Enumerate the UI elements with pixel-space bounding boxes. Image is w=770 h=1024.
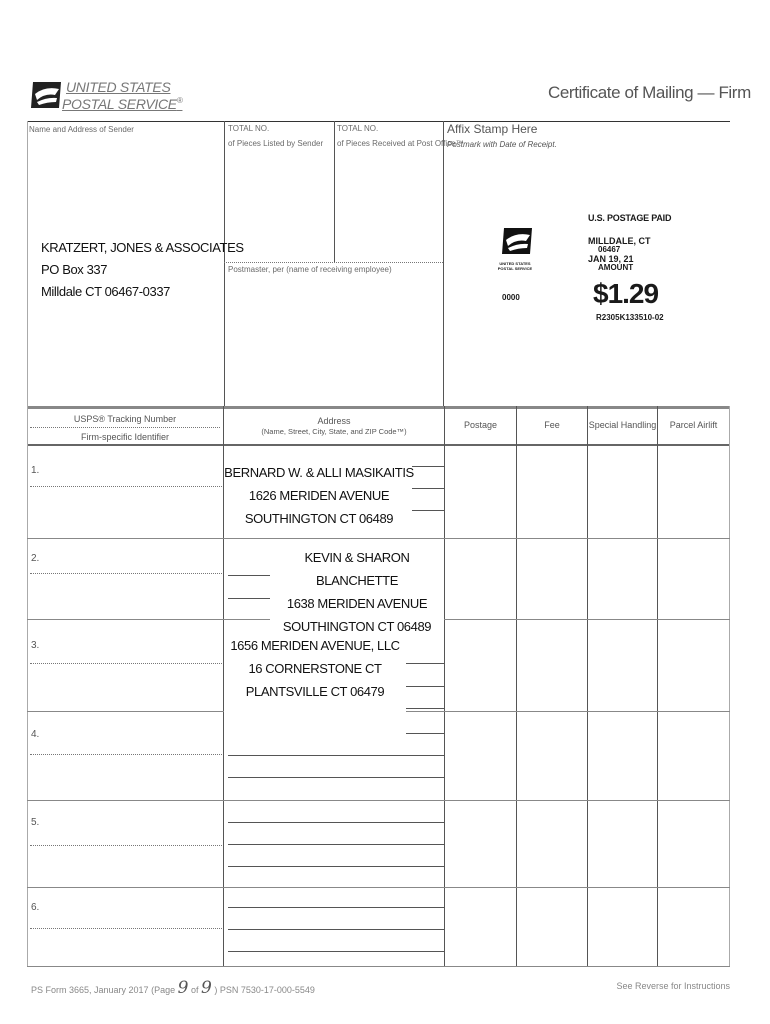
col-tracking-line2: Firm-specific Identifier [80, 432, 170, 442]
col-tracking-header [30, 414, 220, 442]
total-listed-label [228, 124, 323, 148]
total-listed-label-line1: TOTAL NO. [228, 124, 270, 133]
address-label-1 [224, 461, 414, 530]
address-1-street: 1626 MERIDEN AVENUE [248, 488, 390, 503]
page-of: of [190, 985, 199, 995]
postage-amount: $1.29 [593, 278, 659, 309]
total-received-label [337, 124, 464, 148]
sender-city: Milldale CT 06467-0337 [41, 284, 170, 299]
sender-name: KRATZERT, JONES & ASSOCIATES [41, 240, 244, 255]
usps-logo [29, 80, 63, 110]
col-address-header [226, 416, 442, 436]
org-name-line1: UNITED STATES [66, 79, 171, 95]
meter-logo-text [495, 261, 535, 271]
total-received-label-line2: of Pieces Received at Post Office™ [337, 139, 464, 148]
row-number-6: 6. [31, 902, 40, 913]
address-1-city: SOUTHINGTON CT 06489 [244, 511, 394, 526]
org-name-line2 [62, 96, 182, 112]
total-received-label-line1: TOTAL NO. [337, 124, 379, 133]
address-2-street: 1638 MERIDEN AVENUE [286, 596, 428, 611]
meter-logo [500, 226, 534, 256]
col-address-line2: (Name, Street, City, State, and ZIP Code™) [261, 427, 407, 436]
page-number: 9 [177, 978, 189, 998]
form-number: PS Form 3665, January 2017 (Page [31, 985, 176, 995]
row-number-5: 5. [31, 817, 40, 828]
address-label-2 [270, 546, 444, 638]
col-tracking-line1: USPS® Tracking Number [73, 414, 177, 424]
instructions-note: See Reverse for Instructions [616, 981, 730, 991]
row-number-3: 3. [31, 640, 40, 651]
eagle-logo-icon [500, 226, 534, 256]
col-special-header: Special Handling [588, 420, 657, 430]
total-listed-label-line2: of Pieces Listed by Sender [228, 139, 324, 148]
col-parcel-header: Parcel Airlift [669, 420, 718, 430]
address-3-name: 1656 MERIDEN AVENUE, LLC [230, 638, 400, 653]
postmaster-label: Postmaster, per (name of receiving employee) [228, 265, 392, 274]
address-2-name: KEVIN & SHARON BLANCHETTE [304, 550, 410, 588]
eagle-logo-icon [29, 80, 63, 110]
postage-serial: R2305K133510-02 [596, 313, 664, 322]
page-total: 9 [200, 978, 212, 998]
postage-date: JAN 19, 21 [588, 254, 634, 264]
meter-logo-text2: POSTAL SERVICE [497, 266, 533, 271]
psn-number: ) PSN 7530-17-000-5549 [214, 985, 315, 995]
col-address-line1: Address [317, 416, 351, 426]
address-1-name: BERNARD W. & ALLI MASIKAITIS [224, 465, 414, 480]
row-number-4: 4. [31, 729, 40, 740]
postage-amount-label: AMOUNT [598, 263, 634, 272]
meter-logo-text1: UNITED STATES [499, 261, 531, 266]
postage-paid: U.S. POSTAGE PAID [588, 213, 672, 223]
address-3-street: 16 CORNERSTONE CT [248, 661, 382, 676]
postage-city: MILLDALE, CT [588, 236, 651, 246]
form-footer [31, 978, 315, 998]
address-3-city: PLANTSVILLE CT 06479 [245, 684, 385, 699]
row-number-1: 1. [31, 465, 40, 476]
org-name-text: POSTAL SERVICE [62, 96, 177, 112]
row-number-2: 2. [31, 553, 40, 564]
col-postage-header: Postage [463, 420, 498, 430]
registered-mark: ® [176, 96, 183, 105]
address-2-city: SOUTHINGTON CT 06489 [282, 619, 432, 634]
sender-address [41, 237, 244, 303]
sender-street: PO Box 337 [41, 262, 108, 277]
postage-zip: 06467 [598, 245, 621, 254]
stamp-label: Affix Stamp Here [447, 122, 538, 136]
meter-code: 0000 [502, 293, 520, 302]
col-fee-header: Fee [544, 420, 560, 430]
address-label-3 [224, 634, 406, 703]
form-title: Certificate of Mailing — Firm [548, 83, 751, 102]
stamp-sublabel: Postmark with Date of Receipt. [447, 140, 557, 149]
sender-label: Name and Address of Sender [29, 125, 134, 134]
